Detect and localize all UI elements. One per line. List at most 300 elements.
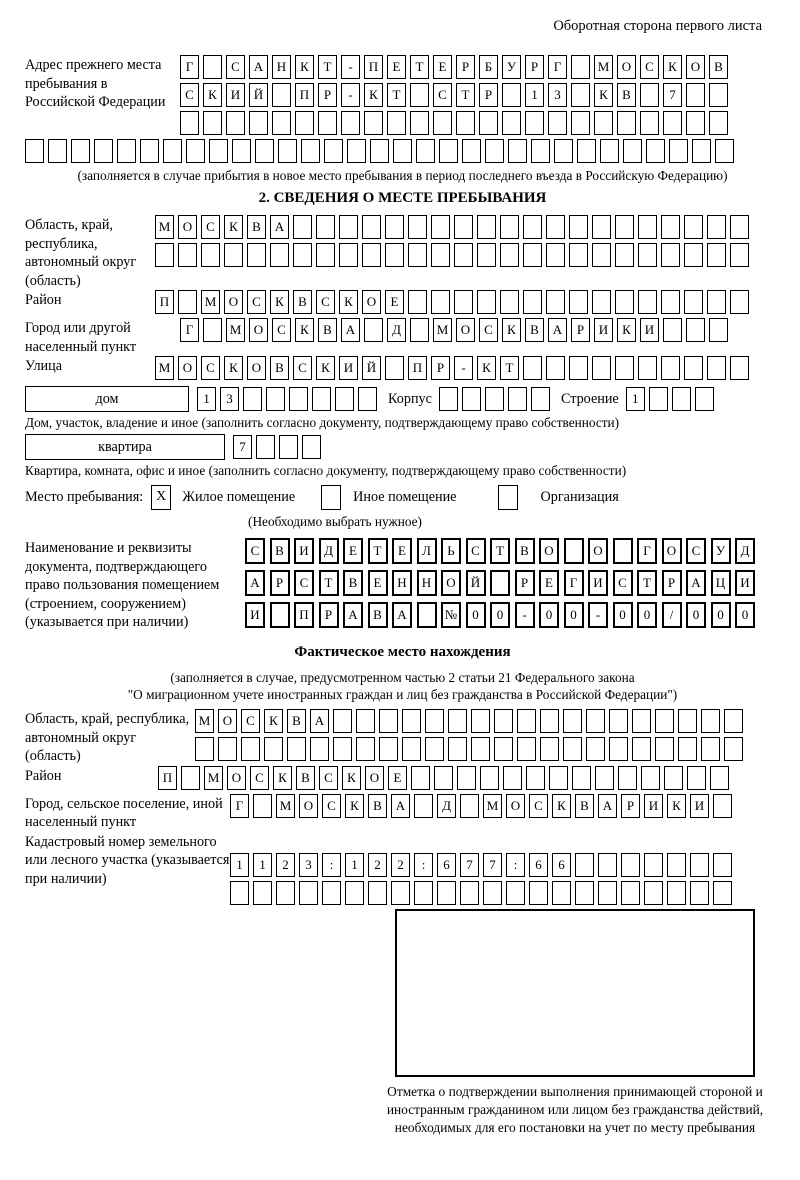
char-box[interactable] <box>640 83 659 107</box>
char-box[interactable]: Р <box>319 602 339 628</box>
house-type-field[interactable]: дом <box>25 386 189 412</box>
char-box[interactable]: 0 <box>637 602 657 628</box>
char-box[interactable]: Д <box>387 318 406 342</box>
char-box[interactable]: Р <box>431 356 450 380</box>
char-box[interactable]: - <box>588 602 608 628</box>
char-box[interactable]: К <box>270 290 289 314</box>
char-box[interactable]: К <box>667 794 686 818</box>
char-box[interactable]: М <box>201 290 220 314</box>
char-box[interactable] <box>618 766 637 790</box>
char-box[interactable]: К <box>345 794 364 818</box>
char-box[interactable] <box>324 139 343 163</box>
char-box[interactable]: В <box>368 602 388 628</box>
char-box[interactable] <box>571 83 590 107</box>
char-box[interactable]: И <box>594 318 613 342</box>
char-box[interactable] <box>571 55 590 79</box>
char-box[interactable] <box>615 215 634 239</box>
char-box[interactable]: А <box>392 602 412 628</box>
char-box[interactable] <box>569 356 588 380</box>
char-box[interactable]: И <box>226 83 245 107</box>
char-box[interactable] <box>462 387 481 411</box>
char-box[interactable]: В <box>525 318 544 342</box>
char-box[interactable] <box>301 139 320 163</box>
char-box[interactable] <box>180 111 199 135</box>
char-box[interactable]: Т <box>387 83 406 107</box>
char-box[interactable]: А <box>343 602 363 628</box>
char-box[interactable]: А <box>686 570 706 596</box>
char-box[interactable] <box>523 215 542 239</box>
char-box[interactable]: П <box>295 83 314 107</box>
char-box[interactable]: Т <box>500 356 519 380</box>
char-box[interactable] <box>243 387 262 411</box>
char-box[interactable] <box>724 709 743 733</box>
char-box[interactable]: А <box>598 794 617 818</box>
char-box[interactable]: : <box>322 853 341 877</box>
char-box[interactable] <box>552 881 571 905</box>
char-box[interactable] <box>494 709 513 733</box>
char-box[interactable] <box>644 881 663 905</box>
char-box[interactable]: 3 <box>548 83 567 107</box>
char-box[interactable]: Р <box>318 83 337 107</box>
char-box[interactable] <box>621 853 640 877</box>
char-box[interactable] <box>485 387 504 411</box>
char-box[interactable]: О <box>178 215 197 239</box>
char-box[interactable] <box>569 215 588 239</box>
char-box[interactable] <box>646 139 665 163</box>
char-box[interactable] <box>707 290 726 314</box>
char-box[interactable] <box>684 243 703 267</box>
char-box[interactable]: О <box>365 766 384 790</box>
char-box[interactable] <box>448 737 467 761</box>
char-box[interactable]: В <box>709 55 728 79</box>
char-box[interactable]: Н <box>417 570 437 596</box>
char-box[interactable]: К <box>364 83 383 107</box>
char-box[interactable] <box>94 139 113 163</box>
char-box[interactable] <box>264 737 283 761</box>
char-box[interactable] <box>364 318 383 342</box>
char-box[interactable] <box>500 215 519 239</box>
char-box[interactable] <box>640 111 659 135</box>
char-box[interactable] <box>203 318 222 342</box>
char-box[interactable]: 1 <box>230 853 249 877</box>
char-box[interactable] <box>500 290 519 314</box>
char-box[interactable]: Т <box>637 570 657 596</box>
char-box[interactable]: 0 <box>711 602 731 628</box>
char-box[interactable]: И <box>640 318 659 342</box>
char-box[interactable] <box>477 243 496 267</box>
char-box[interactable]: С <box>247 290 266 314</box>
char-box[interactable]: Г <box>230 794 249 818</box>
char-box[interactable] <box>600 139 619 163</box>
char-box[interactable]: С <box>201 215 220 239</box>
char-box[interactable] <box>278 139 297 163</box>
char-box[interactable] <box>356 737 375 761</box>
char-box[interactable]: 1 <box>626 387 645 411</box>
char-box[interactable] <box>615 290 634 314</box>
char-box[interactable] <box>663 111 682 135</box>
char-box[interactable] <box>460 881 479 905</box>
char-box[interactable] <box>224 243 243 267</box>
char-box[interactable] <box>218 737 237 761</box>
char-box[interactable] <box>667 853 686 877</box>
char-box[interactable] <box>649 387 668 411</box>
char-box[interactable]: М <box>433 318 452 342</box>
char-box[interactable] <box>462 139 481 163</box>
char-box[interactable]: С <box>272 318 291 342</box>
char-box[interactable] <box>709 318 728 342</box>
char-box[interactable] <box>358 387 377 411</box>
char-box[interactable]: 0 <box>466 602 486 628</box>
char-box[interactable]: 2 <box>276 853 295 877</box>
char-box[interactable] <box>678 709 697 733</box>
char-box[interactable] <box>417 602 437 628</box>
char-box[interactable] <box>431 215 450 239</box>
char-box[interactable] <box>155 243 174 267</box>
char-box[interactable]: А <box>341 318 360 342</box>
char-box[interactable]: В <box>247 215 266 239</box>
char-box[interactable]: С <box>294 570 314 596</box>
char-box[interactable]: Р <box>479 83 498 107</box>
char-box[interactable]: К <box>617 318 636 342</box>
char-box[interactable]: С <box>250 766 269 790</box>
char-box[interactable] <box>500 243 519 267</box>
char-box[interactable] <box>686 83 705 107</box>
char-box[interactable]: - <box>341 55 360 79</box>
char-box[interactable]: 3 <box>299 853 318 877</box>
char-box[interactable] <box>253 794 272 818</box>
char-box[interactable]: / <box>662 602 682 628</box>
char-box[interactable] <box>293 215 312 239</box>
char-box[interactable] <box>249 111 268 135</box>
char-box[interactable]: М <box>276 794 295 818</box>
char-box[interactable] <box>623 139 642 163</box>
char-box[interactable] <box>408 290 427 314</box>
char-box[interactable] <box>594 111 613 135</box>
char-box[interactable] <box>730 215 749 239</box>
char-box[interactable] <box>201 243 220 267</box>
char-box[interactable] <box>617 111 636 135</box>
char-box[interactable]: 0 <box>490 602 510 628</box>
char-box[interactable]: П <box>408 356 427 380</box>
char-box[interactable] <box>540 709 559 733</box>
char-box[interactable]: 0 <box>613 602 633 628</box>
char-box[interactable]: О <box>662 538 682 564</box>
char-box[interactable] <box>287 737 306 761</box>
char-box[interactable] <box>270 602 290 628</box>
char-box[interactable] <box>701 737 720 761</box>
char-box[interactable] <box>379 737 398 761</box>
char-box[interactable] <box>632 709 651 733</box>
char-box[interactable] <box>609 737 628 761</box>
char-box[interactable]: Д <box>319 538 339 564</box>
char-box[interactable] <box>592 290 611 314</box>
char-box[interactable] <box>621 881 640 905</box>
char-box[interactable] <box>529 881 548 905</box>
char-box[interactable] <box>364 111 383 135</box>
char-box[interactable]: Г <box>637 538 657 564</box>
char-box[interactable] <box>661 290 680 314</box>
char-box[interactable]: О <box>456 318 475 342</box>
char-box[interactable] <box>425 737 444 761</box>
checkbox-inoe[interactable] <box>321 485 341 510</box>
char-box[interactable] <box>431 243 450 267</box>
char-box[interactable]: А <box>270 215 289 239</box>
char-box[interactable] <box>370 139 389 163</box>
char-box[interactable] <box>71 139 90 163</box>
char-box[interactable] <box>241 737 260 761</box>
char-box[interactable] <box>707 243 726 267</box>
char-box[interactable] <box>638 243 657 267</box>
char-box[interactable] <box>117 139 136 163</box>
char-box[interactable] <box>414 881 433 905</box>
char-box[interactable]: С <box>322 794 341 818</box>
char-box[interactable] <box>270 243 289 267</box>
char-box[interactable] <box>595 766 614 790</box>
char-box[interactable] <box>546 215 565 239</box>
char-box[interactable]: П <box>155 290 174 314</box>
char-box[interactable]: Т <box>410 55 429 79</box>
char-box[interactable]: Т <box>490 538 510 564</box>
char-box[interactable]: А <box>310 709 329 733</box>
char-box[interactable] <box>613 538 633 564</box>
char-box[interactable]: О <box>249 318 268 342</box>
char-box[interactable] <box>655 709 674 733</box>
char-box[interactable]: Т <box>368 538 388 564</box>
char-box[interactable] <box>379 709 398 733</box>
char-box[interactable] <box>471 709 490 733</box>
char-box[interactable] <box>609 709 628 733</box>
char-box[interactable] <box>490 570 510 596</box>
char-box[interactable] <box>293 243 312 267</box>
char-box[interactable]: 0 <box>686 602 706 628</box>
char-box[interactable]: В <box>368 794 387 818</box>
char-box[interactable]: О <box>588 538 608 564</box>
char-box[interactable] <box>644 853 663 877</box>
char-box[interactable]: К <box>477 356 496 380</box>
char-box[interactable]: В <box>515 538 535 564</box>
char-box[interactable] <box>546 356 565 380</box>
char-box[interactable]: В <box>293 290 312 314</box>
char-box[interactable] <box>554 139 573 163</box>
char-box[interactable]: 1 <box>253 853 272 877</box>
char-box[interactable]: А <box>245 570 265 596</box>
char-box[interactable] <box>414 794 433 818</box>
char-box[interactable]: К <box>502 318 521 342</box>
char-box[interactable]: К <box>224 215 243 239</box>
char-box[interactable]: М <box>594 55 613 79</box>
char-box[interactable] <box>531 139 550 163</box>
char-box[interactable]: О <box>224 290 243 314</box>
char-box[interactable] <box>563 709 582 733</box>
char-box[interactable]: С <box>686 538 706 564</box>
char-box[interactable] <box>713 794 732 818</box>
char-box[interactable]: Р <box>571 318 590 342</box>
char-box[interactable]: И <box>690 794 709 818</box>
char-box[interactable] <box>690 853 709 877</box>
char-box[interactable]: Ц <box>711 570 731 596</box>
char-box[interactable]: К <box>224 356 243 380</box>
char-box[interactable]: О <box>218 709 237 733</box>
char-box[interactable]: Е <box>343 538 363 564</box>
char-box[interactable] <box>454 215 473 239</box>
char-box[interactable] <box>333 709 352 733</box>
char-box[interactable]: 1 <box>525 83 544 107</box>
char-box[interactable]: - <box>454 356 473 380</box>
char-box[interactable] <box>402 709 421 733</box>
char-box[interactable]: 0 <box>735 602 755 628</box>
char-box[interactable] <box>318 111 337 135</box>
char-box[interactable]: В <box>318 318 337 342</box>
char-box[interactable]: П <box>364 55 383 79</box>
char-box[interactable]: Ь <box>441 538 461 564</box>
char-box[interactable] <box>695 387 714 411</box>
char-box[interactable] <box>299 881 318 905</box>
char-box[interactable]: О <box>362 290 381 314</box>
char-box[interactable]: 6 <box>437 853 456 877</box>
char-box[interactable] <box>186 139 205 163</box>
char-box[interactable]: В <box>617 83 636 107</box>
char-box[interactable] <box>686 318 705 342</box>
char-box[interactable] <box>672 387 691 411</box>
char-box[interactable] <box>661 243 680 267</box>
char-box[interactable]: У <box>711 538 731 564</box>
char-box[interactable] <box>686 111 705 135</box>
char-box[interactable]: В <box>287 709 306 733</box>
char-box[interactable] <box>335 387 354 411</box>
char-box[interactable] <box>669 139 688 163</box>
char-box[interactable]: И <box>644 794 663 818</box>
char-box[interactable]: Е <box>388 766 407 790</box>
char-box[interactable]: - <box>341 83 360 107</box>
char-box[interactable]: Б <box>479 55 498 79</box>
char-box[interactable]: : <box>414 853 433 877</box>
char-box[interactable] <box>368 881 387 905</box>
char-box[interactable] <box>730 243 749 267</box>
char-box[interactable] <box>575 853 594 877</box>
char-box[interactable] <box>571 111 590 135</box>
char-box[interactable] <box>707 356 726 380</box>
char-box[interactable] <box>195 737 214 761</box>
char-box[interactable]: : <box>506 853 525 877</box>
char-box[interactable]: С <box>293 356 312 380</box>
char-box[interactable] <box>615 243 634 267</box>
char-box[interactable] <box>203 55 222 79</box>
char-box[interactable] <box>687 766 706 790</box>
char-box[interactable] <box>362 243 381 267</box>
char-box[interactable]: О <box>506 794 525 818</box>
char-box[interactable] <box>347 139 366 163</box>
char-box[interactable]: М <box>155 215 174 239</box>
char-box[interactable] <box>279 435 298 459</box>
char-box[interactable] <box>730 290 749 314</box>
char-box[interactable] <box>276 881 295 905</box>
char-box[interactable]: А <box>249 55 268 79</box>
char-box[interactable]: С <box>479 318 498 342</box>
char-box[interactable]: Т <box>319 570 339 596</box>
char-box[interactable] <box>345 881 364 905</box>
char-box[interactable]: 6 <box>529 853 548 877</box>
char-box[interactable] <box>439 139 458 163</box>
char-box[interactable] <box>503 766 522 790</box>
char-box[interactable] <box>247 243 266 267</box>
char-box[interactable] <box>540 737 559 761</box>
char-box[interactable]: - <box>515 602 535 628</box>
char-box[interactable]: № <box>441 602 461 628</box>
char-box[interactable]: С <box>241 709 260 733</box>
char-box[interactable] <box>707 215 726 239</box>
char-box[interactable]: С <box>319 766 338 790</box>
char-box[interactable] <box>410 83 429 107</box>
char-box[interactable] <box>163 139 182 163</box>
char-box[interactable]: О <box>539 538 559 564</box>
char-box[interactable] <box>638 215 657 239</box>
char-box[interactable] <box>506 881 525 905</box>
char-box[interactable] <box>502 111 521 135</box>
char-box[interactable] <box>546 243 565 267</box>
char-box[interactable] <box>549 766 568 790</box>
char-box[interactable] <box>664 766 683 790</box>
char-box[interactable] <box>385 215 404 239</box>
char-box[interactable] <box>203 111 222 135</box>
char-box[interactable] <box>387 111 406 135</box>
char-box[interactable] <box>655 737 674 761</box>
char-box[interactable] <box>255 139 274 163</box>
char-box[interactable]: С <box>180 83 199 107</box>
apartment-type-field[interactable]: квартира <box>25 434 225 460</box>
char-box[interactable] <box>356 709 375 733</box>
char-box[interactable] <box>598 881 617 905</box>
char-box[interactable] <box>569 243 588 267</box>
char-box[interactable]: И <box>588 570 608 596</box>
char-box[interactable] <box>48 139 67 163</box>
char-box[interactable] <box>393 139 412 163</box>
char-box[interactable]: В <box>270 356 289 380</box>
char-box[interactable]: Д <box>437 794 456 818</box>
char-box[interactable] <box>661 215 680 239</box>
char-box[interactable] <box>312 387 331 411</box>
char-box[interactable] <box>632 737 651 761</box>
char-box[interactable] <box>339 243 358 267</box>
char-box[interactable]: К <box>295 55 314 79</box>
char-box[interactable]: С <box>433 83 452 107</box>
char-box[interactable]: 2 <box>368 853 387 877</box>
char-box[interactable]: О <box>686 55 705 79</box>
char-box[interactable] <box>661 356 680 380</box>
char-box[interactable]: К <box>342 766 361 790</box>
char-box[interactable]: О <box>247 356 266 380</box>
char-box[interactable] <box>310 737 329 761</box>
char-box[interactable] <box>569 290 588 314</box>
char-box[interactable]: С <box>226 55 245 79</box>
char-box[interactable]: К <box>552 794 571 818</box>
char-box[interactable] <box>471 737 490 761</box>
char-box[interactable] <box>391 881 410 905</box>
char-box[interactable] <box>730 356 749 380</box>
char-box[interactable] <box>713 881 732 905</box>
char-box[interactable] <box>508 139 527 163</box>
char-box[interactable] <box>385 243 404 267</box>
char-box[interactable]: К <box>295 318 314 342</box>
char-box[interactable]: Й <box>362 356 381 380</box>
char-box[interactable] <box>272 83 291 107</box>
char-box[interactable] <box>548 111 567 135</box>
char-box[interactable] <box>434 766 453 790</box>
char-box[interactable] <box>684 356 703 380</box>
char-box[interactable] <box>592 356 611 380</box>
char-box[interactable] <box>181 766 200 790</box>
char-box[interactable] <box>410 111 429 135</box>
char-box[interactable] <box>316 215 335 239</box>
